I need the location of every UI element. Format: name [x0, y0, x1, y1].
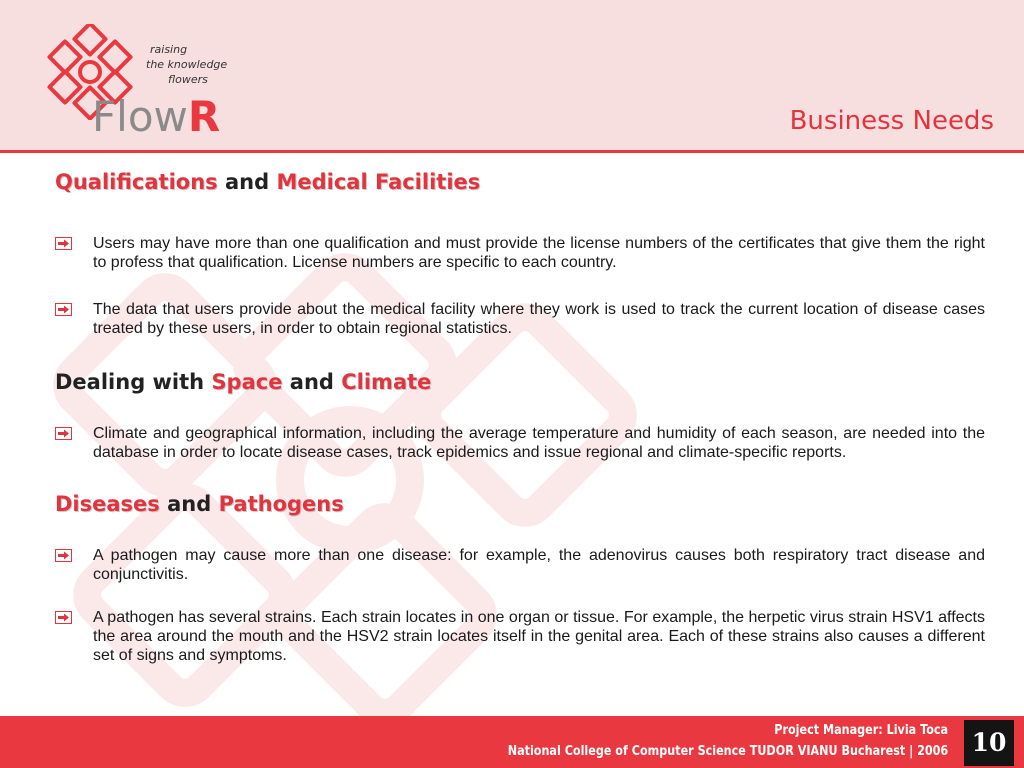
slide-title: Business Needs [789, 106, 994, 136]
bullet-text: A pathogen has several strains. Each strain locates in one organ or tissue. For example, the herpetic virus strain HSV1 affects the area around the mouth and the HSV2 strain locates itself in the genital area. Each of these strains also causes a different set of signs and symptoms. [93, 609, 985, 664]
tagline-line-2: the knowledge [146, 58, 228, 71]
bullet-list [55, 546, 985, 665]
brand-name-main: Flow [92, 92, 188, 141]
bullet-text: A pathogen may cause more than one disease: for example, the adenovirus causes both respiratory tract disease and conjunctivitis. [93, 547, 985, 583]
slide-content [55, 160, 985, 665]
heading-keyword: Qualifications [55, 170, 218, 194]
bullet-item [55, 234, 985, 272]
tagline-line-1: raising [150, 43, 188, 56]
heading-keyword: Climate [341, 370, 432, 394]
bullet-item [55, 608, 985, 665]
arrow-bullet-icon [55, 237, 72, 250]
heading-keyword: Space [211, 370, 283, 394]
bullet-list [55, 234, 985, 338]
footer-project-manager: Project Manager: Livia Toca [774, 723, 948, 738]
bullet-list [55, 424, 985, 462]
tagline-line-3: flowers [168, 73, 208, 86]
arrow-bullet-icon [55, 549, 72, 562]
header-divider [0, 150, 1024, 153]
heading-keyword: Medical Facilities [276, 170, 481, 194]
page-number: 10 [964, 720, 1014, 766]
heading-prefix: Dealing with [55, 370, 205, 394]
bullet-text: Climate and geographical information, including the average temperature and humidity of each season, are needed into the database in order to locate disease cases, track epidemics and issue regional and climate-specific reports. [93, 425, 985, 461]
section-heading-qualifications [55, 168, 985, 196]
brand-name-accent: R [187, 92, 221, 141]
arrow-bullet-icon [55, 303, 72, 316]
arrow-bullet-icon [55, 611, 72, 624]
heading-keyword: Pathogens [218, 492, 344, 516]
section-heading-diseases [55, 490, 985, 518]
heading-connector: and [289, 370, 334, 394]
heading-connector: and [167, 492, 212, 516]
arrow-bullet-icon [55, 427, 72, 440]
slide-footer [0, 716, 1024, 768]
bullet-item [55, 424, 985, 462]
slide-header [0, 0, 1024, 150]
footer-institution: National College of Computer Science TUDOR VIANU Bucharest | 2006 [507, 744, 948, 759]
brand-logo-text [92, 92, 220, 141]
heading-connector: and [224, 170, 270, 194]
bullet-item [55, 546, 985, 584]
section-heading-space-climate [55, 368, 985, 396]
bullet-text: The data that users provide about the medical facility where they work is used to track the current location of disease cases treated by these users, in order to obtain regional statistics. [93, 301, 985, 337]
bullet-text: Users may have more than one qualification and must provide the license numbers of the certificates that give them the right to profess that qualification. License numbers are specific to each country. [93, 235, 985, 271]
bullet-item [55, 300, 985, 338]
brand-tagline [140, 42, 250, 87]
heading-keyword: Diseases [55, 492, 160, 516]
